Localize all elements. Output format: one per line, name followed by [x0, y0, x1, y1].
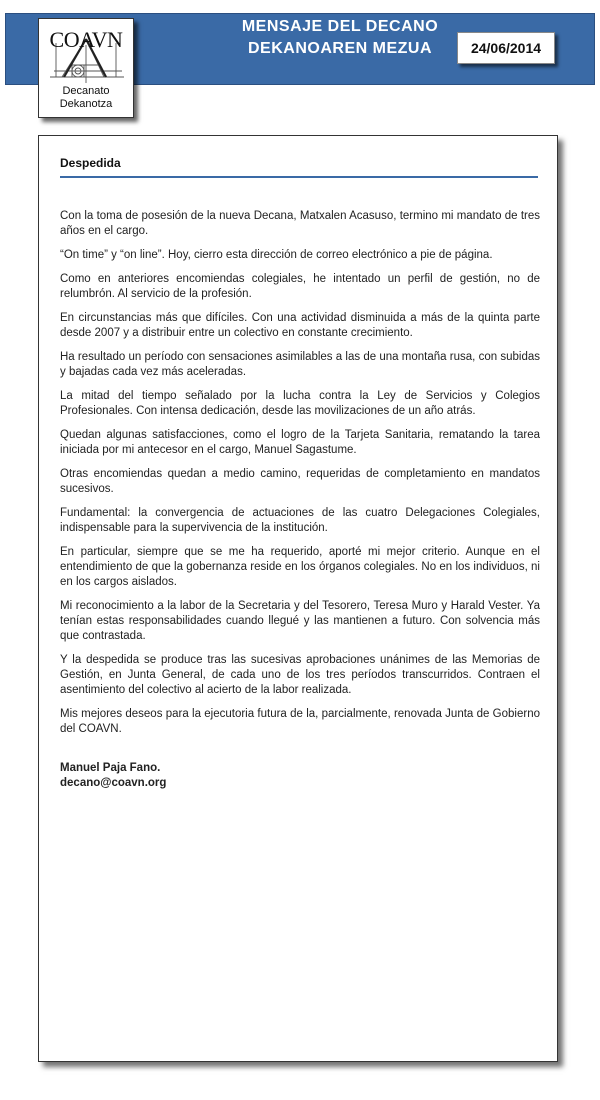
logo-caption-line2: Dekanotza: [59, 98, 113, 110]
signature-email[interactable]: decano@coavn.org: [60, 777, 167, 789]
paragraph: En particular, siempre que se me ha requerido, aporté mi mejor criterio. Aunque en el entendimiento de que la gobernanza reside en los órganos colegiales. No en los individuos, ni en los cargos aislados.: [60, 546, 540, 588]
paragraph: La mitad del tiempo señalado por la lucha contra la Ley de Servicios y Colegios Profesionales. Con intensa dedicación, desde las movilizaciones de un año atrás.: [60, 390, 540, 417]
message-panel: [38, 135, 558, 1062]
header-title-line2: DEKANOAREN MEZUA: [248, 40, 432, 57]
paragraph: Como en anteriores encomiendas colegiales, he intentado un perfil de gestión, no de relumbrón. Al servicio de la profesión.: [60, 273, 540, 300]
paragraph: “On time” y “on line”. Hoy, cierro esta dirección de correo electrónico a pie de página.: [60, 249, 493, 261]
header-title-line1: MENSAJE DEL DECANO: [241, 18, 439, 35]
paragraph: Otras encomiendas quedan a medio camino, requeridas de completamiento en mandatos sucesivos.: [60, 468, 540, 495]
paragraph: Ha resultado un período con sensaciones asimilables a las de una montaña rusa, con subidas y bajadas cada vez más aceleradas.: [60, 351, 540, 378]
section-title: Despedida: [60, 156, 121, 170]
coavn-logo-icon: [42, 25, 130, 83]
message-body: [60, 209, 540, 746]
paragraph: Mis mejores deseos para la ejecutoria futura de la, parcialmente, renovada Junta de Gobierno del COAVN.: [60, 708, 540, 735]
section-divider: [60, 176, 538, 178]
paragraph: En circunstancias más que difíciles. Con una actividad disminuida a más de la quinta parte desde 2007 y a distribuir entre un colectivo en constante crecimiento.: [60, 312, 540, 339]
paragraph: Con la toma de posesión de la nueva Decana, Matxalen Acasuso, termino mi mandato de tres años en el cargo.: [60, 210, 540, 237]
paragraph: Mi reconocimiento a la labor de la Secretaria y del Tesorero, Teresa Muro y Harald Vester. Ya tenían estas responsabilidades cuando llegué y las mantienen a futuro. Con solvencia más que contrastada.: [60, 600, 540, 642]
logo-caption-line1: Decanato: [62, 85, 110, 97]
paragraph: Quedan algunas satisfacciones, como el logro de la Tarjeta Sanitaria, rematando la tarea iniciada por mi antecesor en el cargo, Manuel Sagastume.: [60, 429, 540, 456]
logo-caption: [39, 85, 133, 111]
signature: [60, 761, 166, 791]
logo-box: [38, 18, 134, 118]
date-badge: 24/06/2014: [457, 32, 555, 64]
signature-name: Manuel Paja Fano.: [60, 762, 161, 774]
logo-text: COAVN: [49, 27, 123, 52]
paragraph: Fundamental: la convergencia de actuaciones de las cuatro Delegaciones Colegiales, indispensable para la supervivencia de la institución.: [60, 507, 540, 534]
header-title: [195, 16, 485, 60]
paragraph: Y la despedida se produce tras las sucesivas aprobaciones unánimes de las Memorias de Gestión, en Junta General, de cada uno de los tres períodos transcurridos. Contraen el asentimiento del colectivo al acierto de la labor realizada.: [60, 654, 540, 696]
